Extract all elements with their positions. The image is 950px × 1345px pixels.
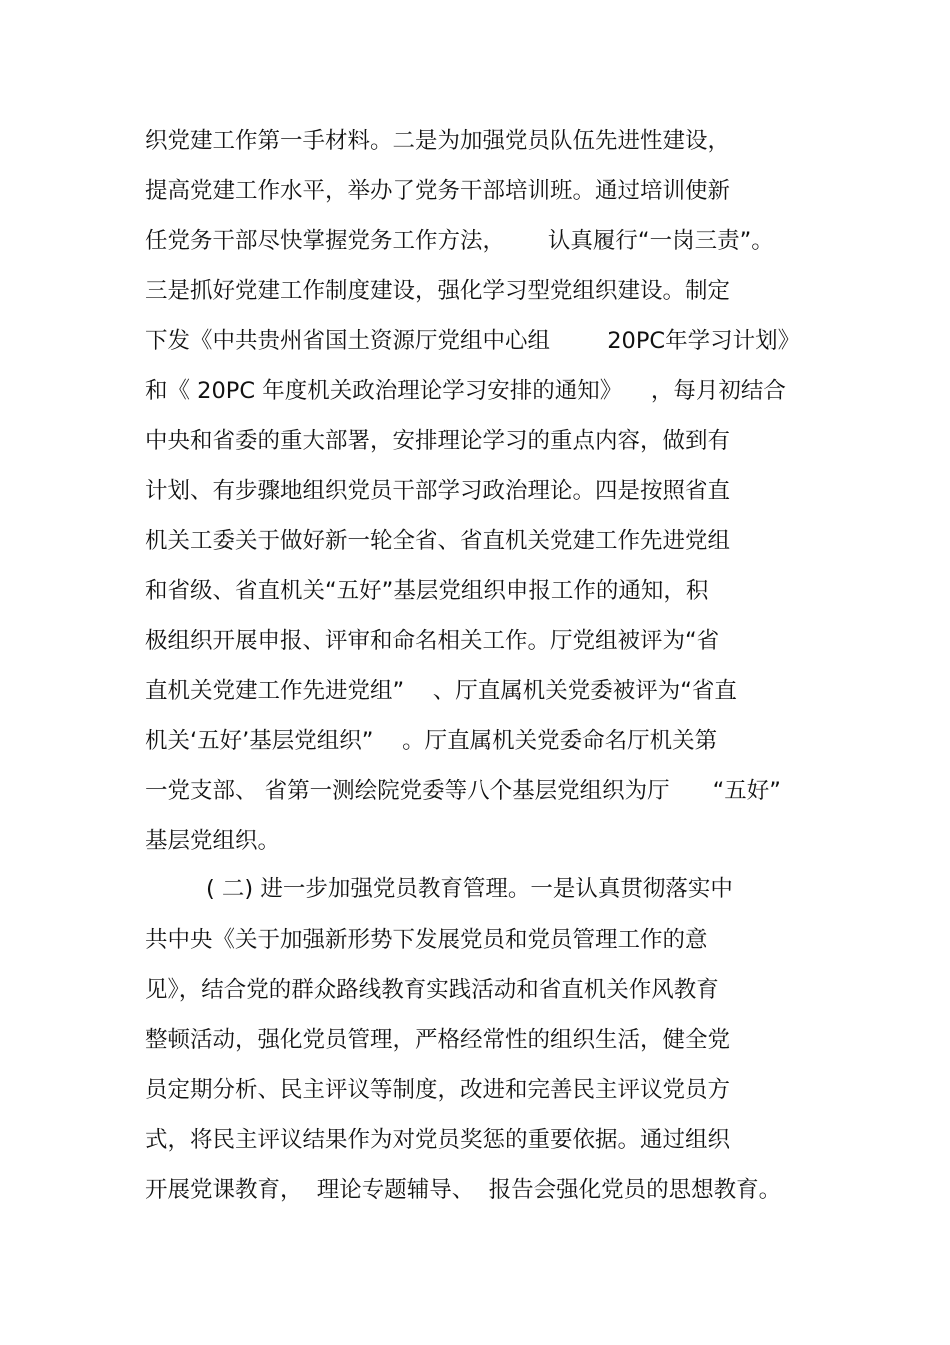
text-line-20: 员定期分析、民主评议等制度，改进和完善民主评议党员方 <box>145 1077 731 1103</box>
text-line-21: 式，将民主评议结果作为对党员奖惩的重要依据。通过组织 <box>145 1127 731 1153</box>
text-line-8: 计划、有步骤地组织党员干部学习政治理论。四是按照省直 <box>145 478 731 504</box>
text-line-9: 机关工委关于做好新一轮全省、省直机关党建工作先进党组 <box>145 528 731 554</box>
text-line-22: 开展党课教育， 理论专题辅导、 报告会强化党员的思想教育。 <box>145 1177 782 1203</box>
text-line-11: 极组织开展申报、评审和命名相关工作。厅党组被评为“省 <box>145 628 720 654</box>
text-line-15: 基层党组织。 <box>145 828 281 854</box>
text-line-1: 织党建工作第一手材料。二是为加强党员队伍先进性建设， <box>145 128 731 154</box>
text-line-13: 机关‘五好’基层党组织” 。厅直属机关党委命名厅机关第 <box>145 728 718 754</box>
text-line-10: 和省级、省直机关“五好”基层党组织申报工作的通知，积 <box>145 578 709 604</box>
text-line-5: 下发《中共贵州省国土资源厅党组中心组 20PC年学习计划》 <box>145 328 801 354</box>
text-line-12: 直机关党建工作先进党组” 、厅直属机关党委被评为“省直 <box>145 678 737 704</box>
text-line-2: 提高党建工作水平，举办了党务干部培训班。通过培训使新 <box>145 178 731 204</box>
text-line-6: 和《 20PC 年度机关政治理论学习安排的通知》 ，每月初结合 <box>145 378 786 404</box>
text-line-4: 三是抓好党建工作制度建设，强化学习型党组织建设。制定 <box>145 278 731 304</box>
text-line-19: 整顿活动，强化党员管理，严格经常性的组织生活，健全党 <box>145 1027 731 1053</box>
text-line-7: 中央和省委的重大部署，安排理论学习的重点内容，做到有 <box>145 428 731 454</box>
section-heading-line: ( 二) 进一步加强党员教育管理。一是认真贯彻落实中 <box>206 876 733 902</box>
text-line-3: 任党务干部尽快掌握党务工作方法， 认真履行“一岗三责”。 <box>145 228 774 254</box>
text-line-17: 共中央《关于加强新形势下发展党员和党员管理工作的意 <box>145 927 708 953</box>
text-line-18: 见》，结合党的群众路线教育实践活动和省直机关作风教育 <box>145 977 719 1003</box>
text-line-14: 一党支部、 省第一测绘院党委等八个基层党组织为厅 “五好” <box>145 778 781 804</box>
